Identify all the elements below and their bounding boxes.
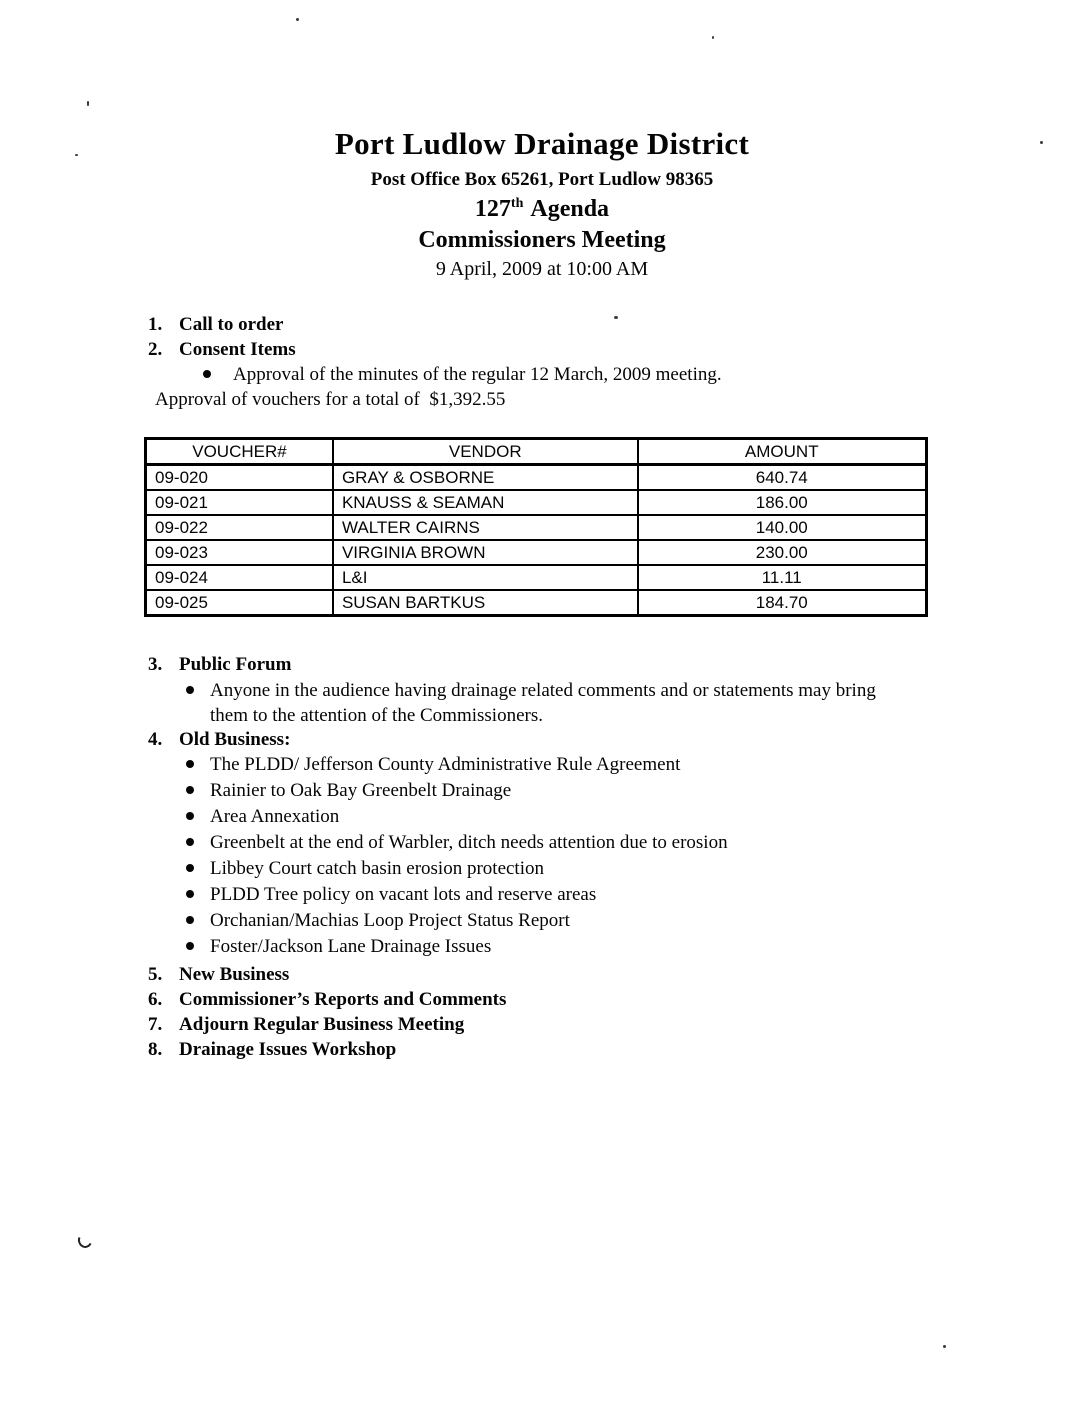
item-label: Drainage Issues Workshop — [179, 1039, 397, 1060]
old-business-bullet — [186, 778, 948, 804]
document-title: Port Ludlow Drainage District — [334, 126, 750, 161]
old-business-bullet — [186, 804, 948, 830]
scan-artifact — [712, 36, 714, 39]
old-business-bullet — [186, 882, 948, 908]
bullet-text: Rainier to Oak Bay Greenbelt Drainage — [210, 780, 512, 801]
meeting-title: Commissioners Meeting — [418, 227, 666, 253]
vendor-cell: L&I — [333, 565, 638, 590]
bullet-text: Libbey Court catch basin erosion protection — [210, 858, 544, 879]
item-number: 5. — [148, 964, 163, 985]
table-row — [146, 465, 927, 491]
public-forum-bullet — [186, 678, 948, 728]
bullet-text: Approval of the minutes of the regular 12 March, 2009 meeting. — [233, 364, 722, 385]
amount-cell: 640.74 — [638, 465, 927, 491]
old-business-bullet — [186, 908, 948, 934]
item-label: Consent Items — [179, 338, 296, 360]
voucher-cell: 09-024 — [146, 565, 333, 590]
vendor-cell: WALTER CAIRNS — [333, 515, 638, 540]
bullet-text: The PLDD/ Jefferson County Administrative Rule Agreement — [210, 754, 681, 775]
vendor-cell: GRAY & OSBORNE — [333, 465, 638, 491]
bullet-text: PLDD Tree policy on vacant lots and reserve areas — [210, 884, 597, 905]
col-header-voucher: VOUCHER# — [146, 439, 333, 465]
agenda-body — [148, 313, 948, 1062]
table-row — [146, 590, 927, 616]
document-header — [0, 0, 1084, 281]
table-row — [146, 540, 927, 565]
bullet-icon — [186, 812, 194, 820]
meeting-datetime: 9 April, 2009 at 10:00 AM — [435, 258, 649, 280]
item-label: Adjourn Regular Business Meeting — [179, 1014, 465, 1035]
vendor-cell: VIRGINIA BROWN — [333, 540, 638, 565]
voucher-cell: 09-022 — [146, 515, 333, 540]
bullet-icon — [186, 890, 194, 898]
agenda-number: 127 — [474, 196, 511, 222]
agenda-item-8 — [148, 1037, 948, 1062]
item-number: 6. — [148, 989, 163, 1010]
item-label: Call to order — [179, 314, 284, 335]
item-number: 2. — [148, 338, 163, 360]
vendor-cell: KNAUSS & SEAMAN — [333, 490, 638, 515]
agenda-item-7 — [148, 1012, 948, 1037]
old-business-bullet — [186, 830, 948, 856]
old-business-list — [148, 752, 948, 960]
item-number: 1. — [148, 314, 163, 335]
voucher-cell: 09-025 — [146, 590, 333, 616]
item-label: Old Business: — [179, 728, 291, 750]
table-header-row — [146, 439, 927, 465]
item-label: Commissioner’s Reports and Comments — [179, 989, 507, 1010]
closing-items — [148, 962, 948, 1062]
bullet-text: Area Annexation — [210, 806, 340, 827]
amount-cell: 140.00 — [638, 515, 927, 540]
item-number: 4. — [148, 728, 163, 750]
item-number: 8. — [148, 1039, 163, 1060]
voucher-cell: 09-021 — [146, 490, 333, 515]
amount-cell: 230.00 — [638, 540, 927, 565]
table-row — [146, 515, 927, 540]
bullet-text: Greenbelt at the end of Warbler, ditch needs attention due to erosion — [210, 832, 728, 853]
bullet-icon — [203, 370, 211, 378]
agenda-item-3 — [148, 653, 948, 678]
agenda-item-2 — [148, 338, 948, 363]
scan-artifact — [76, 1231, 94, 1250]
item-number: 7. — [148, 1014, 163, 1035]
table-row — [146, 490, 927, 515]
item-label: New Business — [179, 964, 290, 985]
consent-minutes-bullet — [203, 362, 948, 387]
bullet-text: Anyone in the audience having drainage related comments and or statements may bring them to the attention of the Commissioners. — [210, 679, 876, 726]
bullet-icon — [186, 916, 194, 924]
item-number: 3. — [148, 654, 163, 675]
agenda-item-5 — [148, 962, 948, 987]
amount-cell: 186.00 — [638, 490, 927, 515]
bullet-icon — [186, 838, 194, 846]
bullet-icon — [186, 760, 194, 768]
bullet-icon — [186, 864, 194, 872]
item-label: Public Forum — [179, 654, 292, 675]
scan-artifact — [614, 316, 618, 319]
agenda-word: Agenda — [530, 196, 610, 222]
agenda-ordinal: th — [510, 196, 524, 211]
bullet-icon — [186, 686, 194, 694]
bullet-icon — [186, 786, 194, 794]
bullet-icon — [186, 942, 194, 950]
agenda-item-4 — [148, 728, 948, 753]
col-header-amount: AMOUNT — [638, 439, 927, 465]
agenda-item-6 — [148, 987, 948, 1012]
agenda-number-line — [0, 196, 1084, 223]
scan-artifact — [87, 101, 89, 106]
po-box-line: Post Office Box 65261, Port Ludlow 98365 — [370, 169, 714, 190]
old-business-bullet — [186, 752, 948, 778]
bullet-text: Orchanian/Machias Loop Project Status Report — [210, 910, 570, 931]
table-row — [146, 565, 927, 590]
voucher-cell: 09-020 — [146, 465, 333, 491]
old-business-bullet — [186, 934, 948, 960]
amount-cell: 11.11 — [638, 565, 927, 590]
voucher-table — [144, 437, 928, 617]
voucher-cell: 09-023 — [146, 540, 333, 565]
scan-artifact — [943, 1345, 946, 1348]
vouchers-total-line: Approval of vouchers for a total of $1,392.55 — [155, 389, 506, 410]
col-header-vendor: VENDOR — [333, 439, 638, 465]
agenda-item-1 — [148, 313, 948, 338]
scan-artifact — [296, 18, 299, 21]
scan-artifact — [1040, 141, 1043, 144]
vendor-cell: SUSAN BARTKUS — [333, 590, 638, 616]
scan-artifact — [75, 154, 78, 156]
amount-cell: 184.70 — [638, 590, 927, 616]
old-business-bullet — [186, 856, 948, 882]
bullet-text: Foster/Jackson Lane Drainage Issues — [210, 936, 492, 957]
